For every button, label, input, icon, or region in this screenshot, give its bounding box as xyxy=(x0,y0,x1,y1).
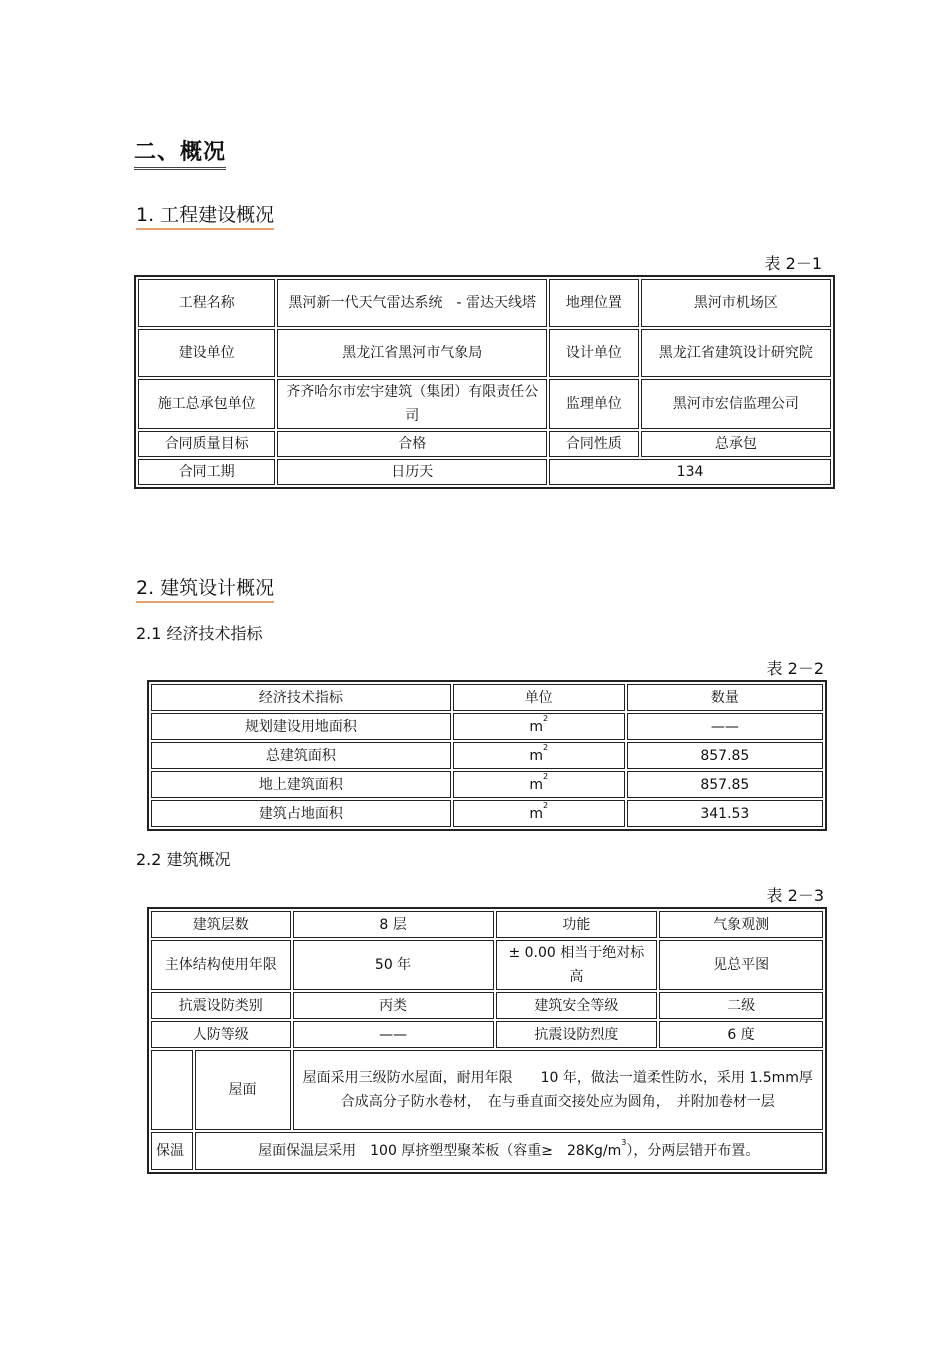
cell-elevation: 见总平图 xyxy=(659,940,823,990)
cell-contractor-label: 施工总承包单位 xyxy=(138,379,275,429)
cell-seismic-intensity-label: 抗震设防烈度 xyxy=(496,1021,658,1048)
table-row xyxy=(151,800,823,827)
cell-designer: 黑龙江省建筑设计研究院 xyxy=(641,329,831,377)
table-row xyxy=(151,1050,823,1130)
cell-location: 黑河市机场区 xyxy=(641,279,831,327)
table-number-2-2: 表 2－2 xyxy=(766,659,824,678)
cell-function: 气象观测 xyxy=(659,911,823,938)
header-indicator: 经济技术指标 xyxy=(151,684,451,711)
unit-text: m xyxy=(529,776,543,793)
cell-duration-unit: 日历天 xyxy=(277,459,547,485)
cell-elevation-label: ± 0.00 相当于绝对标高 xyxy=(496,940,658,990)
table-row xyxy=(151,713,823,740)
cell-quality-label: 合同质量目标 xyxy=(138,431,275,457)
table-row xyxy=(151,940,823,990)
table-row xyxy=(138,279,831,327)
cell-seismic-category-label: 抗震设防类别 xyxy=(151,992,291,1019)
cell-safety-grade-label: 建筑安全等级 xyxy=(496,992,658,1019)
heading-project-overview: 1. 工程建设概况 xyxy=(136,203,274,230)
cell-owner-label: 建设单位 xyxy=(138,329,275,377)
cell-contractor: 齐齐哈尔市宏宇建筑（集团）有限责任公司 xyxy=(277,379,547,429)
cell-unit xyxy=(453,713,625,740)
unit-text: m xyxy=(529,747,543,764)
building-overview-table xyxy=(147,907,827,1174)
cell-indicator: 建筑占地面积 xyxy=(151,800,451,827)
cell-service-life: 50 年 xyxy=(293,940,494,990)
cell-project-name: 黑河新一代天气雷达系统 - 雷达天线塔 xyxy=(277,279,547,327)
header-unit: 单位 xyxy=(453,684,625,711)
table-row xyxy=(151,742,823,769)
insulation-text-b: ），分两层错开布置。 xyxy=(626,1143,760,1159)
cell-roof-text: 屋面采用三级防水屋面，耐用年限 10 年，做法一道柔性防水，采用 1.5mm厚合成高分子防水卷材， 在与垂直面交接处应为圆角， 并附加卷材一层 xyxy=(293,1050,823,1130)
cell-indicator: 地上建筑面积 xyxy=(151,771,451,798)
cell-unit xyxy=(453,800,625,827)
header-quantity: 数量 xyxy=(627,684,823,711)
table-row xyxy=(151,771,823,798)
subheading-economic-indicators: 2.1 经济技术指标 xyxy=(136,624,263,643)
unit-text: m xyxy=(529,718,543,735)
unit-superscript: 2 xyxy=(542,771,549,781)
cell-quantity: —— xyxy=(627,713,823,740)
cell-supervisor-label: 监理单位 xyxy=(549,379,639,429)
cell-indicator: 总建筑面积 xyxy=(151,742,451,769)
heading-architectural-design: 2. 建筑设计概况 xyxy=(136,576,274,603)
unit-superscript: 2 xyxy=(542,742,549,752)
cell-indicator: 规划建设用地面积 xyxy=(151,713,451,740)
cell-project-name-label: 工程名称 xyxy=(138,279,275,327)
table-row xyxy=(138,431,831,457)
table-row xyxy=(151,1021,823,1048)
unit-superscript: 2 xyxy=(542,713,549,723)
table-row xyxy=(151,1132,823,1170)
table-row xyxy=(138,379,831,429)
cell-function-label: 功能 xyxy=(496,911,658,938)
cell-supervisor: 黑河市宏信监理公司 xyxy=(641,379,831,429)
cell-contract-type: 总承包 xyxy=(641,431,831,457)
table-row xyxy=(138,329,831,377)
subheading-building-overview: 2.2 建筑概况 xyxy=(136,850,231,869)
table-row xyxy=(151,911,823,938)
cell-seismic-intensity: 6 度 xyxy=(659,1021,823,1048)
cell-owner: 黑龙江省黑河市气象局 xyxy=(277,329,547,377)
unit-superscript: 2 xyxy=(542,800,549,810)
cell-unit xyxy=(453,771,625,798)
table-row xyxy=(151,992,823,1019)
cell-quantity: 341.53 xyxy=(627,800,823,827)
unit-text: m xyxy=(529,805,543,822)
cell-quantity: 857.85 xyxy=(627,771,823,798)
insulation-text-a: 屋面保温层采用 100 厚挤塑型聚苯板（容重≥ 28Kg/m xyxy=(258,1143,622,1159)
table-number-2-1: 表 2－1 xyxy=(764,254,822,273)
table-header-row xyxy=(151,684,823,711)
cell-roof-label: 屋面 xyxy=(195,1050,291,1130)
cell-insulation-label: 保温 xyxy=(151,1132,193,1170)
cell-empty xyxy=(151,1050,193,1130)
cell-contract-type-label: 合同性质 xyxy=(549,431,639,457)
table-number-2-3: 表 2－3 xyxy=(766,886,824,905)
cell-floors-label: 建筑层数 xyxy=(151,911,291,938)
cell-designer-label: 设计单位 xyxy=(549,329,639,377)
economic-indicators-table xyxy=(147,680,827,831)
cell-unit xyxy=(453,742,625,769)
cell-quantity: 857.85 xyxy=(627,742,823,769)
cell-duration-label: 合同工期 xyxy=(138,459,275,485)
cell-location-label: 地理位置 xyxy=(549,279,639,327)
cell-safety-grade: 二级 xyxy=(659,992,823,1019)
table-row xyxy=(138,459,831,485)
cell-floors: 8 层 xyxy=(293,911,494,938)
cell-civil-defense: —— xyxy=(293,1021,494,1048)
project-overview-table xyxy=(134,275,835,489)
cell-duration-value: 134 xyxy=(549,459,831,485)
cell-insulation-text xyxy=(195,1132,824,1170)
cell-civil-defense-label: 人防等级 xyxy=(151,1021,291,1048)
insulation-superscript: 3 xyxy=(621,1138,627,1147)
section-title: 二、概况 xyxy=(134,140,226,170)
cell-service-life-label: 主体结构使用年限 xyxy=(151,940,291,990)
cell-seismic-category: 丙类 xyxy=(293,992,494,1019)
cell-quality: 合格 xyxy=(277,431,547,457)
